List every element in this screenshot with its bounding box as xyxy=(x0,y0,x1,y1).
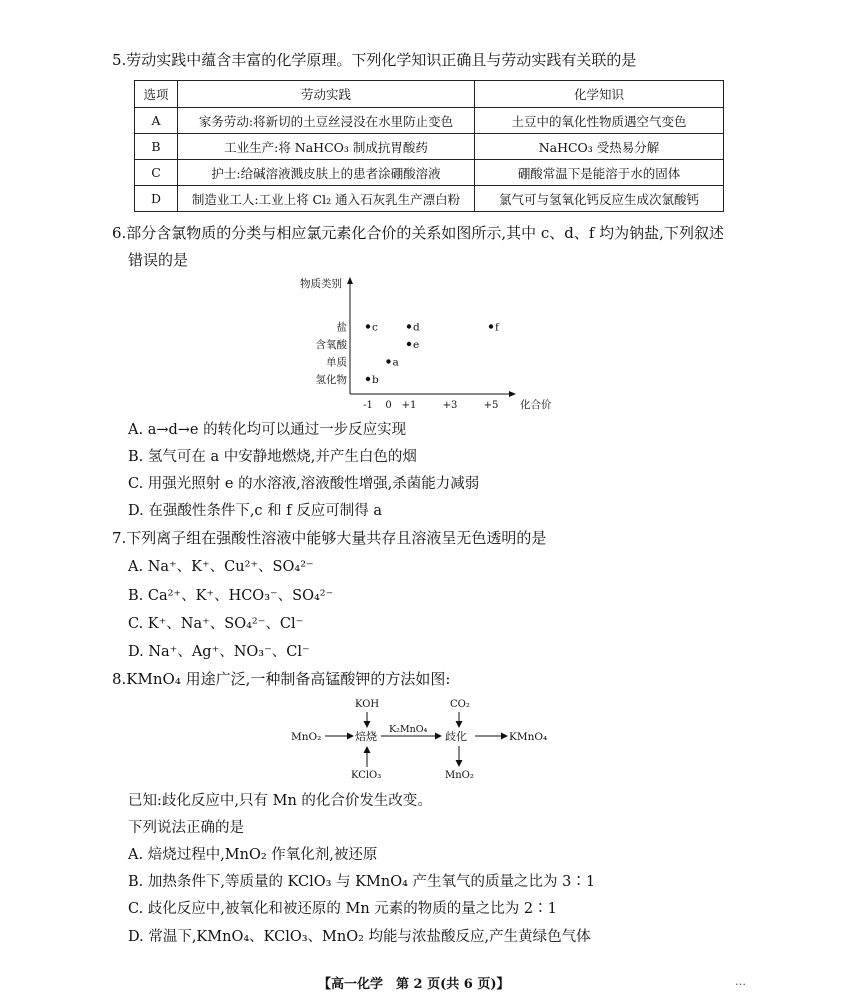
q8-option-d: D. 常温下,KMnO₄、KClO₃、MnO₂ 均能与浓盐酸反应,产生黄绿色气体 xyxy=(128,929,591,945)
q6-stem-line2: 错误的是 xyxy=(128,251,189,269)
row-option: B xyxy=(135,134,178,160)
row-knowledge: 氯气可与氢氧化钙反应生成次氯酸钙 xyxy=(475,186,724,212)
x-axis-label: 化合价 xyxy=(520,399,552,411)
table-header-row xyxy=(135,81,724,108)
y-category-label: 盐 xyxy=(336,321,347,334)
q7-option-b: B. Ca²⁺、K⁺、HCO₃⁻、SO₄²⁻ xyxy=(128,588,334,604)
q6-chart xyxy=(290,272,560,412)
row-option: D xyxy=(135,186,178,212)
table-row xyxy=(135,108,724,134)
x-tick-label: +1 xyxy=(401,400,417,411)
data-point xyxy=(407,342,411,346)
header-practice: 劳动实践 xyxy=(178,81,475,108)
q8-option-c: C. 歧化反应中,被氧化和被还原的 Mn 元素的物质的量之比为 2∶1 xyxy=(128,901,557,917)
kclo3-reagent: KClO₃ xyxy=(351,770,382,781)
data-point xyxy=(489,324,493,328)
data-point-label: e xyxy=(413,339,420,351)
data-point-label: c xyxy=(372,321,378,334)
table-row xyxy=(135,186,724,212)
y-category-labels xyxy=(316,321,348,387)
disprop-step: 歧化 xyxy=(445,730,467,743)
page-footer: 【高一化学 第 2 页(共 6 页)】 xyxy=(318,977,510,992)
mno2-input: MnO₂ xyxy=(291,731,322,743)
x-tick-label: +3 xyxy=(442,400,458,411)
header-knowledge: 化学知识 xyxy=(475,81,724,108)
data-point-label: a xyxy=(392,356,399,369)
y-category-label: 含氧酸 xyxy=(315,339,347,351)
y-axis-label: 物质类别 xyxy=(300,278,342,290)
data-point xyxy=(407,324,411,328)
x-axis-arrow xyxy=(509,391,516,397)
row-option: C xyxy=(135,160,178,186)
row-knowledge: 土豆中的氧化性物质遇空气变色 xyxy=(475,108,724,134)
corner-mark: … xyxy=(735,975,746,988)
row-practice: 工业生产:将 NaHCO₃ 制成抗胃酸药 xyxy=(178,134,475,160)
k2mno4-intermediate: K₂MnO₄ xyxy=(389,724,428,735)
row-practice: 制造业工人:工业上将 Cl₂ 通入石灰乳生产漂白粉 xyxy=(178,186,475,212)
q8-sub-stem: 下列说法正确的是 xyxy=(128,820,244,836)
kmno4-product: KMnO₄ xyxy=(509,731,548,743)
data-point xyxy=(366,324,370,328)
row-knowledge: NaHCO₃ 受热易分解 xyxy=(475,134,724,160)
table-row xyxy=(135,160,724,186)
y-category-label: 单质 xyxy=(326,356,347,369)
y-category-label: 氢化物 xyxy=(315,374,347,386)
data-points xyxy=(366,322,500,387)
q8-stem: 8.KMnO₄ 用途广泛,一种制备高锰酸钾的方法如图: xyxy=(112,670,451,688)
co2-reagent: CO₂ xyxy=(450,699,470,710)
row-knowledge: 硼酸常温下是能溶于水的固体 xyxy=(475,160,724,186)
header-option: 选项 xyxy=(135,81,178,108)
q6-option-d: D. 在强酸性条件下,c 和 f 反应可制得 a xyxy=(128,503,383,519)
q8-option-b: B. 加热条件下,等质量的 KClO₃ 与 KMnO₄ 产生氧气的质量之比为 3∶1 xyxy=(128,874,596,890)
q8-option-a: A. 焙烧过程中,MnO₂ 作氧化剂,被还原 xyxy=(128,847,378,863)
roast-step: 焙烧 xyxy=(355,730,377,743)
q6-option-b: B. 氢气可在 a 中安静地燃烧,并产生白色的烟 xyxy=(128,449,417,465)
mno2-byproduct: MnO₂ xyxy=(445,770,474,781)
q6-stem-line1: 6.部分含氯物质的分类与相应氯元素化合价的关系如图所示,其中 c、d、f 均为钠盐,下列叙述 xyxy=(112,224,724,242)
x-tick-label: +5 xyxy=(483,400,499,411)
y-axis-arrow xyxy=(347,277,353,284)
data-point-label: b xyxy=(372,374,379,386)
table-row xyxy=(135,134,724,160)
data-point-label: d xyxy=(413,321,420,334)
q7-option-a: A. Na⁺、K⁺、Cu²⁺、SO₄²⁻ xyxy=(128,559,314,575)
x-tick-labels xyxy=(363,400,498,411)
koh-reagent: KOH xyxy=(355,699,380,710)
data-point-label: f xyxy=(495,321,499,334)
q8-flow-diagram xyxy=(285,690,565,786)
q6-option-a: A. a→d→e 的转化均可以通过一步反应实现 xyxy=(128,422,407,438)
data-point xyxy=(366,377,370,381)
x-tick-label: 0 xyxy=(385,400,392,411)
data-point xyxy=(386,359,390,363)
q8-known: 已知:歧化反应中,只有 Mn 的化合价发生改变。 xyxy=(128,793,432,809)
row-option: A xyxy=(135,108,178,134)
q5-stem: 5.劳动实践中蕴含丰富的化学原理。下列化学知识正确且与劳动实践有关联的是 xyxy=(112,51,637,69)
q7-option-d: D. Na⁺、Ag⁺、NO₃⁻、Cl⁻ xyxy=(128,644,310,660)
row-practice: 家务劳动:将新切的土豆丝浸没在水里防止变色 xyxy=(178,108,475,134)
q7-option-c: C. K⁺、Na⁺、SO₄²⁻、Cl⁻ xyxy=(128,616,304,632)
q5-table xyxy=(134,80,724,212)
row-practice: 护士:给碱溶液溅皮肤上的患者涂硼酸溶液 xyxy=(178,160,475,186)
x-tick-label: -1 xyxy=(363,400,373,411)
q7-stem: 7.下列离子组在强酸性溶液中能够大量共存且溶液呈无色透明的是 xyxy=(112,529,547,547)
q6-option-c: C. 用强光照射 e 的水溶液,溶液酸性增强,杀菌能力减弱 xyxy=(128,476,480,492)
